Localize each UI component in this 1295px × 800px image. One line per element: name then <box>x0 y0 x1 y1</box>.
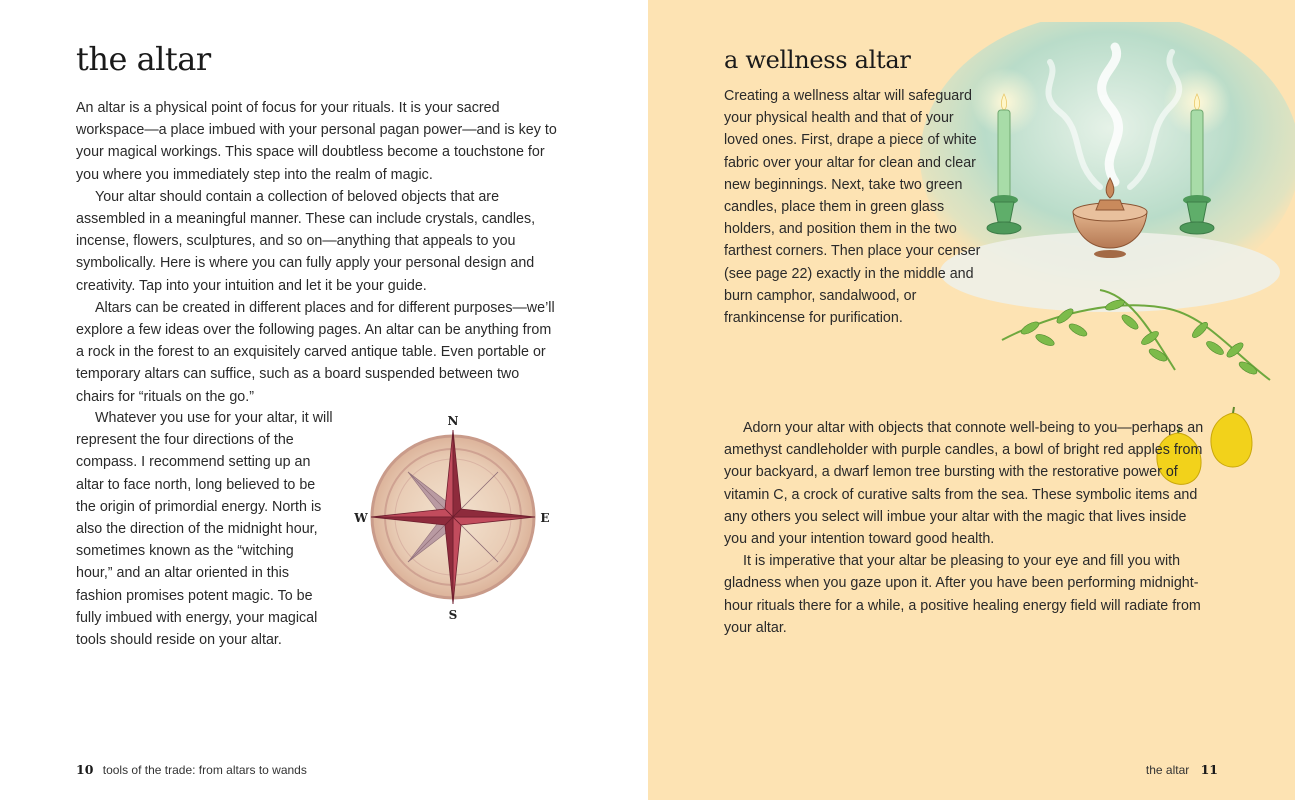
footer <box>76 762 307 777</box>
paragraph: Creating a wellness altar will safeguard your physical health and that of your loved ones. First, drape a piece of white fabric over your altar for clean and clear new beginnings. Next, take two green candles, place them in green glass holders, and position them in the two farthest corners. Then place your censer (see page 22) exactly in the middle and burn camphor, sandalwood, or frankincense for purification. <box>724 88 981 327</box>
section-title: a wellness altar <box>724 46 911 74</box>
paragraph: Your altar should contain a collection of beloved objects that are assembled in a meaningful manner. These can include crystals, candles, incense, flowers, sculptures, and so on—anything that appeals to you symbolically. Here is where you can fully apply your personal design and creativity. Tap into your intuition and let it be your guide. <box>76 188 536 294</box>
paragraph: It is imperative that your altar be pleasing to your eye and fill you with gladness when you gaze upon it. After you have been performing midnight-hour rituals there for a while, a positive healing energy field will radiate from your altar. <box>724 553 1201 636</box>
right-page <box>648 0 1295 800</box>
page-number: 10 <box>76 762 94 777</box>
herb-sprig-icon <box>1002 290 1270 380</box>
paragraph: Whatever you use for your altar, it will represent the four directions of the compass. I recommend setting up an altar to face north, long believed to be the origin of primordial energy. North is also the direction of the midnight hour, sometimes known as the “witching hour,” and an altar oriented in this fashion promises potent magic. To be fully imbued with energy, your magical tools should reside on your altar. <box>76 410 333 649</box>
page-title: the altar <box>76 40 211 78</box>
compass-east-label: E <box>540 511 550 525</box>
herb-sprig-illustration <box>1000 280 1280 410</box>
compass-star-icon <box>371 430 535 604</box>
compass-text <box>76 407 334 651</box>
wellness-intro-text <box>724 85 984 329</box>
compass-north-label: N <box>447 414 459 428</box>
lemon-icon <box>1211 407 1252 467</box>
compass-south-label: S <box>448 608 458 622</box>
compass-west-label: W <box>354 511 368 525</box>
paragraph: An altar is a physical point of focus for your rituals. It is your sacred workspace—a place imbued with your personal pagan power—and is key to your magical workings. This space will doubtless become a touchstone for you where you immediately step into the realm of magic. <box>76 100 557 183</box>
running-head: the altar <box>1145 763 1190 777</box>
compass-illustration <box>348 410 558 625</box>
running-head: tools of the trade: from altars to wands <box>102 763 307 777</box>
paragraph: Altars can be created in different places and for different purposes—we’ll explore a few ideas over the following pages. An altar can be anything from a rock in the forest to an exquisitely carved antique table. Even portable or temporary altars can suffice, such as a board suspended between two chairs for “rituals on the go.” <box>76 299 555 405</box>
wellness-body-text <box>724 417 1209 639</box>
paragraph: Adorn your altar with objects that connote well-being to you—perhaps an amethyst candleholder with purple candles, a bowl of bright red apples from your backyard, a dwarf lemon tree bursting with the restorative power of vitamin C, a crock of curative salts from the sea. These symbolic items and any others you select will imbue your altar with the magic that lives inside you and your intention toward good health. <box>724 420 1204 548</box>
footer <box>1146 762 1218 777</box>
page-number: 11 <box>1200 762 1218 777</box>
intro-text <box>76 97 561 408</box>
